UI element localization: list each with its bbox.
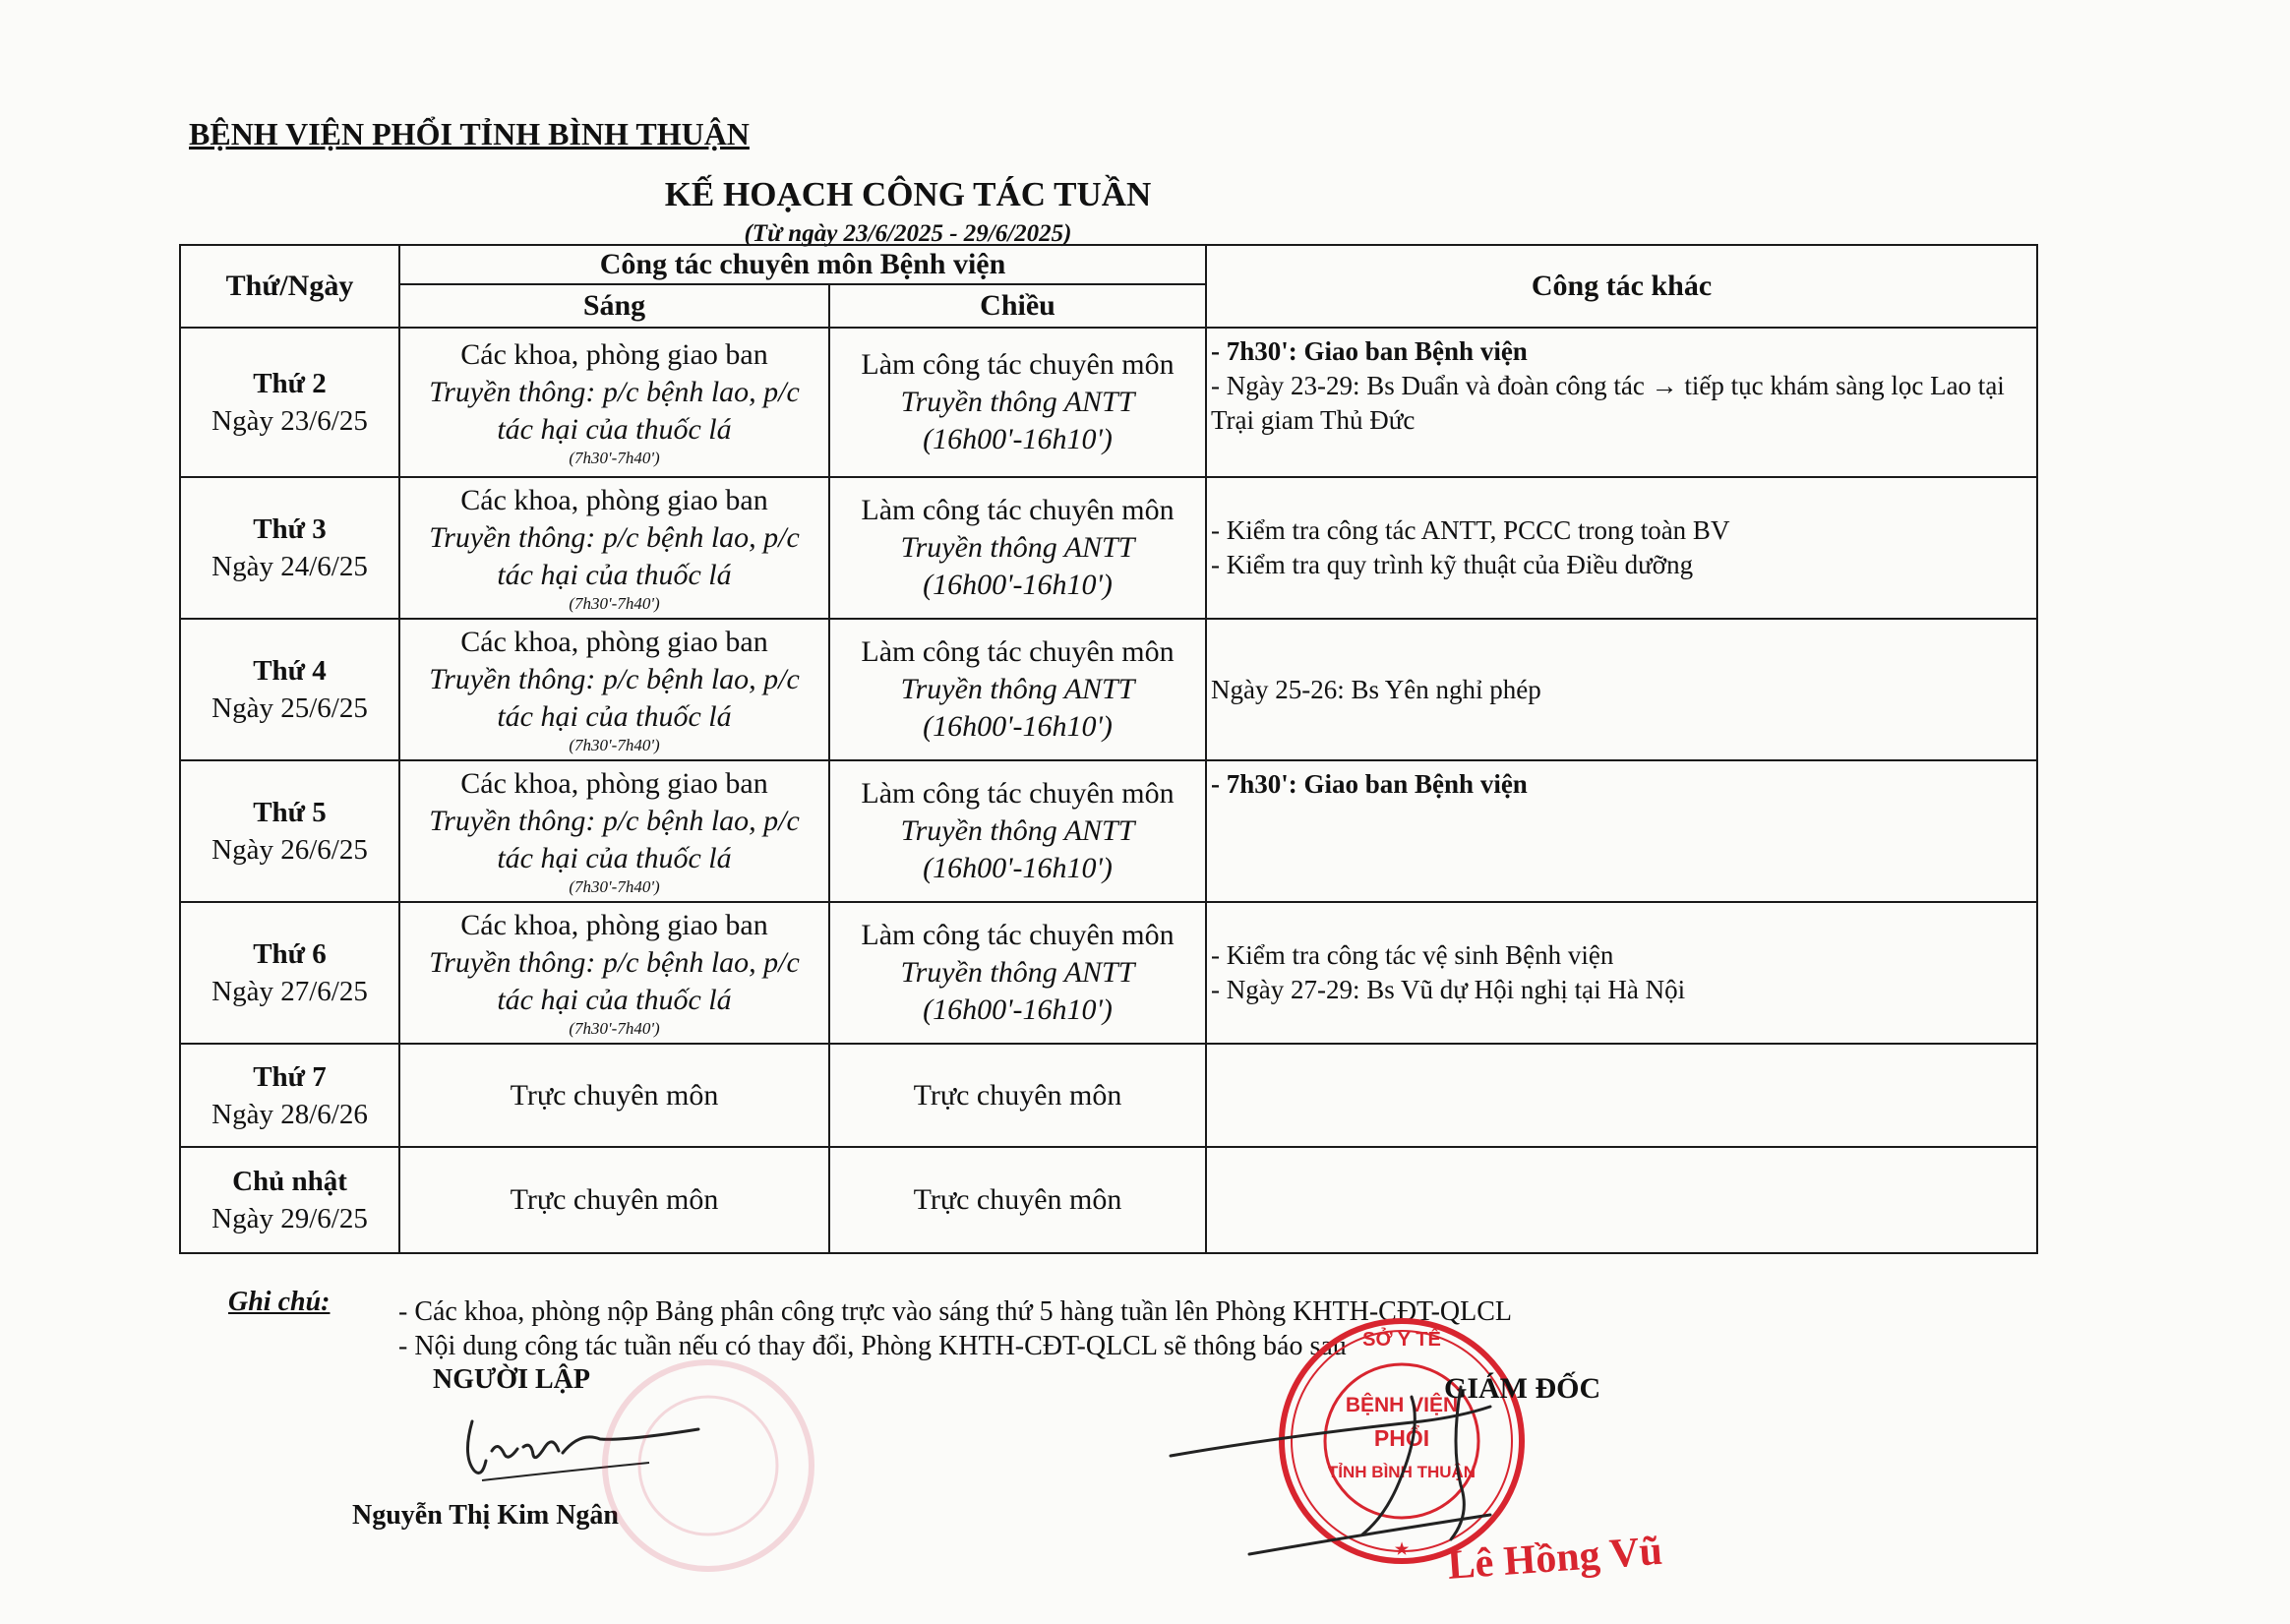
pm-line: (16h00'-16h10') — [923, 423, 1113, 455]
other-work-cell — [1206, 1044, 2037, 1147]
header-other-work: Công tác khác — [1206, 245, 2037, 328]
day-date: Ngày 24/6/25 — [211, 551, 368, 582]
day-name: Chủ nhật — [232, 1166, 347, 1197]
header-morning: Sáng — [399, 284, 829, 328]
am-cell — [399, 902, 829, 1044]
header-day: Thứ/Ngày — [180, 245, 399, 328]
pm-line: Truyền thông ANTT — [900, 531, 1135, 564]
day-name: Thứ 2 — [253, 368, 327, 399]
pm-line: Làm công tác chuyên môn — [861, 494, 1175, 526]
pm-line: Làm công tác chuyên môn — [861, 777, 1175, 810]
day-date: Ngày 23/6/25 — [211, 405, 368, 437]
am-line: Truyền thông: p/c bệnh lao, p/c — [429, 946, 800, 979]
svg-text:★: ★ — [1394, 1541, 1410, 1558]
other-work-cell — [1206, 619, 2037, 760]
other-work-line: - Kiểm tra công tác ANTT, PCCC trong toàn BV — [1211, 515, 1730, 545]
other-work-line: - Kiểm tra quy trình kỹ thuật của Điều dưỡng — [1211, 550, 1694, 579]
pm-line: Truyền thông ANTT — [900, 814, 1135, 847]
day-date: Ngày 29/6/25 — [211, 1203, 368, 1234]
am-cell — [399, 477, 829, 619]
am-line: Trực chuyên môn — [510, 1183, 719, 1216]
table-row — [180, 1044, 2037, 1147]
day-name: Thứ 5 — [253, 797, 327, 828]
director-signature — [1166, 1367, 1559, 1564]
other-work-cell — [1206, 760, 2037, 902]
pm-line: Trực chuyên môn — [913, 1183, 1122, 1216]
day-name: Thứ 3 — [253, 513, 327, 545]
day-name: Thứ 7 — [253, 1060, 327, 1093]
am-line: Các khoa, phòng giao ban — [460, 767, 768, 800]
am-line: Các khoa, phòng giao ban — [460, 338, 768, 371]
pm-line: (16h00'-16h10') — [923, 710, 1113, 743]
am-line: Truyền thông: p/c bệnh lao, p/c — [429, 376, 800, 408]
header-afternoon: Chiều — [829, 284, 1206, 328]
pm-cell — [829, 902, 1206, 1044]
pm-cell — [829, 477, 1206, 619]
am-line: tác hại của thuốc lá — [497, 413, 732, 446]
organization-name: BỆNH VIỆN PHỔI TỈNH BÌNH THUẬN — [189, 116, 750, 151]
am-line: (7h30'-7h40') — [569, 449, 660, 467]
day-cell — [180, 328, 399, 477]
document-subtitle: (Từ ngày 23/6/2025 - 29/6/2025) — [744, 220, 1072, 247]
pm-cell — [829, 328, 1206, 477]
pm-cell — [829, 1147, 1206, 1253]
table-row — [180, 902, 2037, 1044]
note-item: - Nội dung công tác tuần nếu có thay đổi, Phòng KHTH-CĐT-QLCL sẽ thông báo sau — [398, 1331, 1347, 1361]
day-cell — [180, 477, 399, 619]
am-line: (7h30'-7h40') — [569, 1019, 660, 1038]
other-work-cell — [1206, 902, 2037, 1044]
am-line: Truyền thông: p/c bệnh lao, p/c — [429, 521, 800, 554]
preparer-title: NGƯỜI LẬP — [433, 1364, 590, 1395]
am-line: tác hại của thuốc lá — [497, 984, 732, 1016]
notes-label: Ghi chú: — [228, 1287, 331, 1317]
am-line: Các khoa, phòng giao ban — [460, 484, 768, 516]
table-row — [180, 1147, 2037, 1253]
day-cell — [180, 1044, 399, 1147]
am-cell — [399, 1044, 829, 1147]
pm-line: Truyền thông ANTT — [900, 956, 1135, 989]
pm-line: Trực chuyên môn — [913, 1078, 1122, 1112]
am-line: (7h30'-7h40') — [569, 736, 660, 754]
table-row — [180, 760, 2037, 902]
pm-line: Truyền thông ANTT — [900, 673, 1135, 705]
table-row — [180, 619, 2037, 760]
am-line: Truyền thông: p/c bệnh lao, p/c — [429, 663, 800, 695]
day-date: Ngày 28/6/26 — [211, 1098, 368, 1130]
pm-line: Làm công tác chuyên môn — [861, 919, 1175, 951]
weekly-plan-table — [179, 244, 2038, 1254]
pm-line: (16h00'-16h10') — [923, 569, 1113, 601]
day-cell — [180, 619, 399, 760]
svg-text:TỈNH BÌNH THUẬN: TỈNH BÌNH THUẬN — [1327, 1463, 1476, 1481]
pm-line: Truyền thông ANTT — [900, 386, 1135, 418]
pm-cell — [829, 1044, 1206, 1147]
am-cell — [399, 619, 829, 760]
day-date: Ngày 25/6/25 — [211, 692, 368, 724]
other-work-line: - Ngày 23-29: Bs Duẩn và đoàn công tác → tiếp tục khám sàng lọc Lao tại Trại giam Thủ Đức — [1211, 371, 2005, 435]
other-work-cell — [1206, 328, 2037, 477]
day-date: Ngày 26/6/25 — [211, 834, 368, 866]
other-work-line: Ngày 25-26: Bs Yên nghỉ phép — [1211, 674, 1541, 704]
other-work-line: - Kiểm tra công tác vệ sinh Bệnh viện — [1211, 940, 1614, 970]
pm-cell — [829, 760, 1206, 902]
pm-line: Làm công tác chuyên môn — [861, 635, 1175, 668]
other-work-line: - 7h30': Giao ban Bệnh viện — [1211, 769, 1528, 799]
pm-line: (16h00'-16h10') — [923, 852, 1113, 884]
director-title: GIÁM ĐỐC — [1444, 1372, 1601, 1405]
other-work-cell — [1206, 1147, 2037, 1253]
am-line: Các khoa, phòng giao ban — [460, 909, 768, 941]
table-row — [180, 477, 2037, 619]
faded-stamp-impression — [595, 1353, 821, 1579]
day-name: Thứ 6 — [253, 938, 327, 970]
preparer-name: Nguyễn Thị Kim Ngân — [352, 1500, 619, 1531]
am-cell — [399, 760, 829, 902]
am-line: Các khoa, phòng giao ban — [460, 626, 768, 658]
am-line: Truyền thông: p/c bệnh lao, p/c — [429, 805, 800, 837]
am-line: (7h30'-7h40') — [569, 594, 660, 613]
header-hospital-work: Công tác chuyên môn Bệnh viện — [399, 245, 1206, 284]
am-line: (7h30'-7h40') — [569, 877, 660, 896]
svg-text:PHỔI: PHỔI — [1373, 1425, 1430, 1451]
other-work-cell — [1206, 477, 2037, 619]
day-cell — [180, 902, 399, 1044]
other-work-line: - 7h30': Giao ban Bệnh viện — [1211, 336, 1528, 366]
table-row — [180, 328, 2037, 477]
am-line: tác hại của thuốc lá — [497, 842, 732, 874]
svg-text:SỞ Y TẾ: SỞ Y TẾ — [1362, 1329, 1441, 1351]
svg-text:BỆNH VIỆN: BỆNH VIỆN — [1345, 1394, 1459, 1416]
am-cell — [399, 1147, 829, 1253]
pm-line: Làm công tác chuyên môn — [861, 348, 1175, 381]
day-date: Ngày 27/6/25 — [211, 976, 368, 1007]
other-work-line: - Ngày 27-29: Bs Vũ dự Hội nghị tại Hà Nội — [1211, 975, 1686, 1004]
director-name: Lê Hồng Vũ — [1446, 1528, 1664, 1589]
day-cell — [180, 760, 399, 902]
am-line: tác hại của thuốc lá — [497, 559, 732, 591]
day-name: Thứ 4 — [253, 655, 327, 687]
day-cell — [180, 1147, 399, 1253]
am-cell — [399, 328, 829, 477]
note-item: - Các khoa, phòng nộp Bảng phân công trực vào sáng thứ 5 hàng tuần lên Phòng KHTH-CĐT-QLCL — [398, 1296, 1513, 1327]
pm-line: (16h00'-16h10') — [923, 993, 1113, 1026]
am-line: Trực chuyên môn — [510, 1078, 719, 1112]
am-line: tác hại của thuốc lá — [497, 700, 732, 733]
pm-cell — [829, 619, 1206, 760]
document-title: KẾ HOẠCH CÔNG TÁC TUẦN — [664, 175, 1152, 213]
